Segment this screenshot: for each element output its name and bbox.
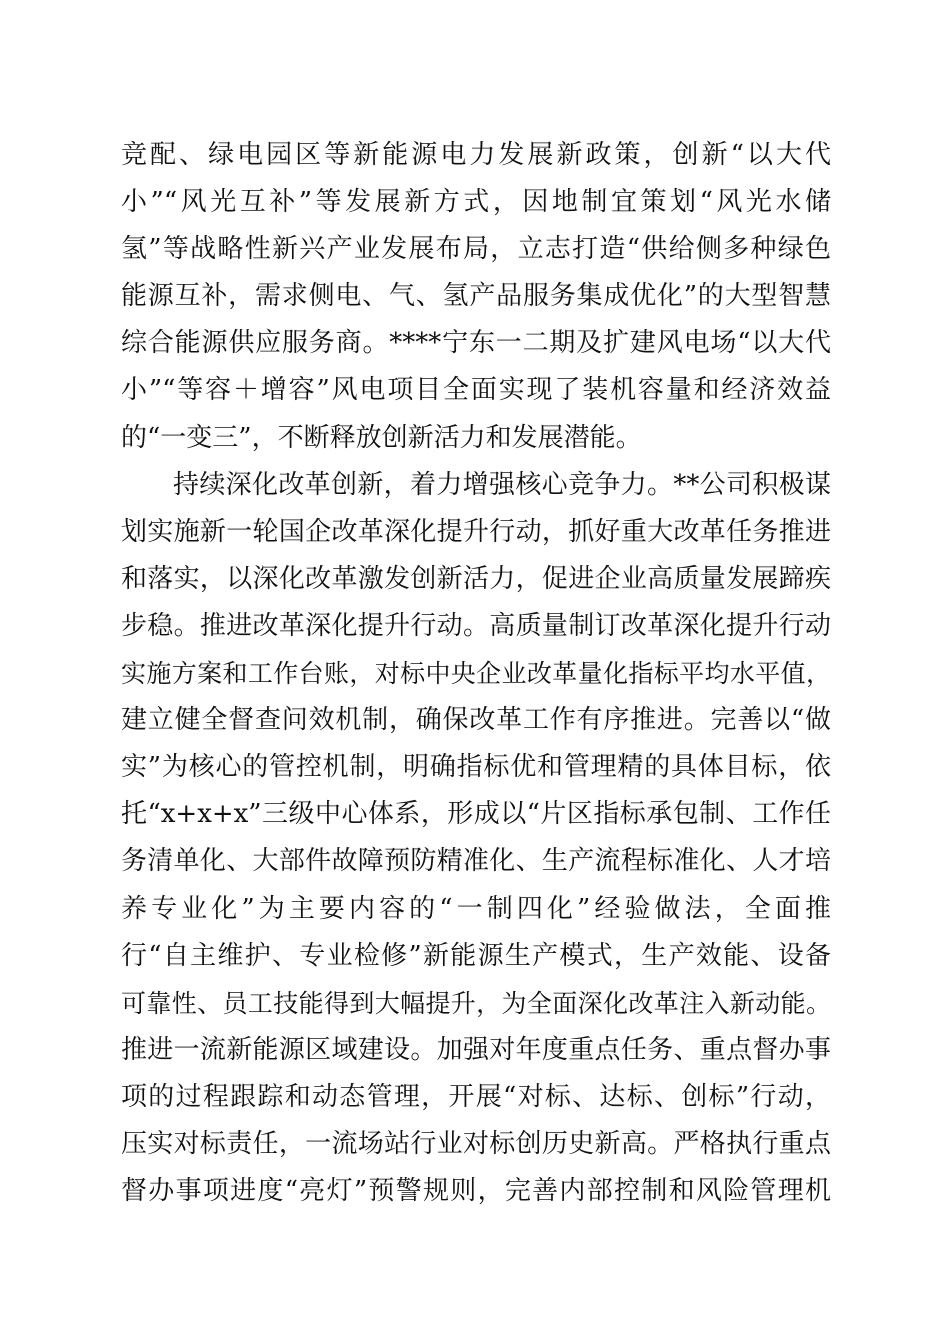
text-line: 务清单化、大部件故障预防精准化、生产流程标准化、人才培 [121, 846, 831, 877]
text-line: 推进一流新能源区域建设。加强对年度重点任务、重点督办事 [121, 1034, 831, 1065]
text-line: 的“一变三”，不断释放创新活力和发展潜能。 [121, 422, 642, 453]
text-line: 持续深化改革创新，着力增强核心竞争力。**公司积极谋 [173, 469, 831, 500]
text-line: 小”“等容＋增容”风电项目全面实现了装机容量和经济效益 [121, 375, 831, 406]
text-line: 建立健全督查问效机制，确保改革工作有序推进。完善以“做 [121, 705, 831, 736]
text-line: 养专业化”为主要内容的“一制四化”经验做法，全面推 [121, 893, 831, 924]
text-line: 实施方案和工作台账，对标中央企业改革量化指标平均水平值， [121, 659, 831, 689]
paragraph-1 [121, 132, 831, 462]
text-line: 小”“风光互补”等发展新方式，因地制宜策划“风光水储 [121, 187, 831, 218]
text-line: 竞配、绿电园区等新能源电力发展新政策，创新“以大代 [121, 140, 831, 170]
text-line: 划实施新一轮国企改革深化提升行动，抓好重大改革任务推进 [121, 516, 831, 547]
text-line: 项的过程跟踪和动态管理，开展“对标、达标、创标”行动， [121, 1081, 831, 1112]
text-line: 可靠性、员工技能得到大幅提升，为全面深化改革注入新动能。 [121, 988, 831, 1018]
body-text [121, 132, 831, 1215]
text-line: 综合能源供应服务商。****宁东一二期及扩建风电场“以大代 [121, 328, 831, 359]
paragraph-2 [121, 462, 831, 1216]
text-line: 实”为核心的管控机制，明确指标优和管理精的具体目标，依 [121, 752, 831, 783]
text-line: 步稳。推进改革深化提升行动。高质量制订改革深化提升行动 [121, 610, 831, 641]
text-line: 压实对标责任，一流场站行业对标创历史新高。严格执行重点 [121, 1128, 831, 1159]
text-line: 托“x+x+x”三级中心体系，形成以“片区指标承包制、工作任 [121, 799, 831, 830]
text-line: 能源互补，需求侧电、气、氢产品服务集成优化”的大型智慧 [121, 281, 831, 312]
text-line: 氢”等战略性新兴产业发展布局，立志打造“供给侧多种绿色 [121, 234, 831, 265]
text-line: 行“自主维护、专业检修”新能源生产模式，生产效能、设备 [121, 940, 831, 971]
text-line: 督办事项进度“亮灯”预警规则，完善内部控制和风险管理机 [121, 1176, 831, 1207]
text-line: 和落实，以深化改革激发创新活力，促进企业高质量发展蹄疾 [121, 563, 831, 594]
